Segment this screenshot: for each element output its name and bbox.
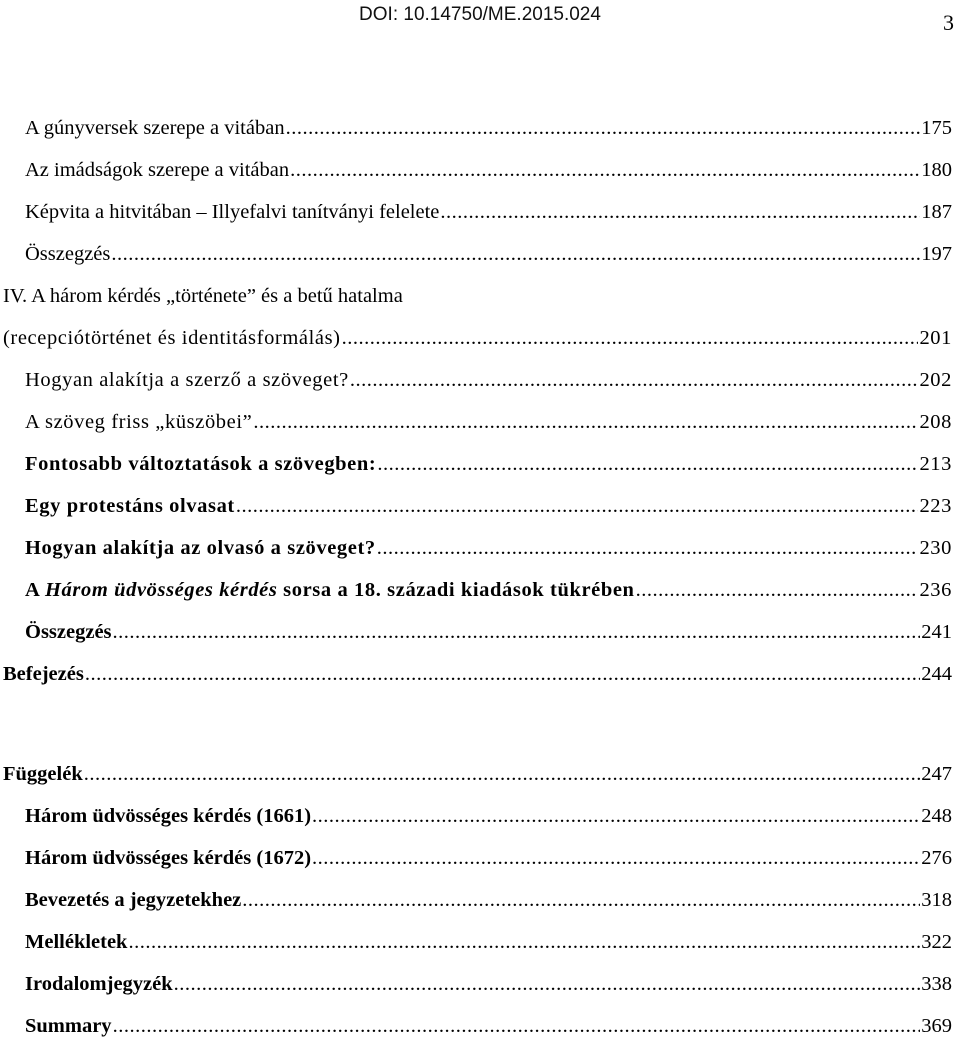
toc-entry-title: Summary xyxy=(25,1015,112,1037)
toc-entry-title: Befejezés xyxy=(3,663,84,685)
toc-entry[interactable] xyxy=(25,241,952,267)
toc-entry-page: 202 xyxy=(919,369,952,391)
toc-leader-dots xyxy=(286,115,921,141)
toc-leader-dots xyxy=(113,1013,921,1039)
toc-entry-title: Mellékletek xyxy=(25,931,128,953)
toc-entry[interactable] xyxy=(25,929,952,955)
toc-entry-title: Képvita a hitvitában – Illyefalvi tanítványi felelete xyxy=(25,201,440,223)
toc-entry[interactable] xyxy=(25,367,952,393)
toc-entry[interactable] xyxy=(25,493,952,519)
toc-leader-dots xyxy=(350,367,919,393)
toc-entry[interactable] xyxy=(25,803,952,829)
toc-entry-page: 318 xyxy=(921,889,952,911)
doi-header: DOI: 10.14750/ME.2015.024 xyxy=(359,4,601,25)
toc-leader-dots xyxy=(236,493,919,519)
toc-entry-title: Hogyan alakítja az olvasó a szöveget? xyxy=(25,537,376,559)
toc-leader-dots xyxy=(440,199,920,225)
toc-entry[interactable] xyxy=(3,661,952,687)
toc-entry-title: Függelék xyxy=(3,763,83,785)
toc-entry[interactable] xyxy=(3,325,952,351)
toc-entry[interactable] xyxy=(25,157,952,183)
toc-leader-dots xyxy=(342,325,919,351)
toc-leader-dots xyxy=(636,577,919,603)
toc-entry-title: Irodalomjegyzék xyxy=(25,973,173,995)
toc-entry-title: Összegzés xyxy=(25,243,111,265)
toc-entry-page: 230 xyxy=(919,537,952,559)
toc-entry-page: 223 xyxy=(919,495,952,517)
toc-leader-dots xyxy=(377,451,918,477)
toc-entry-page: 276 xyxy=(921,847,952,869)
toc-entry-title xyxy=(25,577,635,603)
toc-entry-page: 247 xyxy=(921,763,952,785)
toc-entry-title: Egy protestáns olvasat xyxy=(25,495,235,517)
toc-entry-title: Hogyan alakítja a szerző a szöveget? xyxy=(25,369,349,391)
toc-entry-page: 175 xyxy=(921,117,952,139)
toc-entry[interactable] xyxy=(25,409,952,435)
toc-leader-dots xyxy=(111,241,920,267)
toc-leader-dots xyxy=(253,409,918,435)
toc-entry-page: 180 xyxy=(921,159,952,181)
toc-entry-page: 241 xyxy=(921,621,952,643)
toc-entry[interactable] xyxy=(25,451,952,477)
toc-leader-dots xyxy=(242,887,920,913)
toc-leader-dots xyxy=(84,761,921,787)
toc-leader-dots xyxy=(85,661,920,687)
page-number: 3 xyxy=(943,10,954,35)
toc-entry-page: 236 xyxy=(919,579,952,601)
toc-entry[interactable] xyxy=(3,761,952,787)
toc-entry-title: Az imádságok szerepe a vitában xyxy=(25,159,290,181)
toc-entry-page: 248 xyxy=(921,805,952,827)
toc-entry-page: 197 xyxy=(921,243,952,265)
toc-leader-dots xyxy=(113,619,921,645)
toc-entry-title-italic: Három üdvösséges kérdés xyxy=(45,579,278,601)
toc-entry[interactable] xyxy=(25,577,952,603)
toc-entry-page: 369 xyxy=(921,1015,952,1037)
toc-chapter-heading[interactable] xyxy=(3,283,952,309)
toc-entry-title: A gúnyversek szerepe a vitában xyxy=(25,117,285,139)
toc-entry-page: 187 xyxy=(921,201,952,223)
toc-entry-page: 213 xyxy=(919,453,952,475)
toc-entry-page: 322 xyxy=(921,931,952,953)
toc-entry-title: Fontosabb változtatások a szövegben: xyxy=(25,453,377,475)
toc-entry-title-suffix: sorsa a 18. századi kiadások tükrében xyxy=(277,579,635,601)
toc-entry-title-prefix: A xyxy=(25,579,45,601)
toc-leader-dots xyxy=(174,971,921,997)
toc-entry-page: 208 xyxy=(919,411,952,433)
toc-leader-dots xyxy=(290,157,920,183)
toc-entry-title: IV. A három kérdés „története” és a betű hatalma xyxy=(3,285,403,307)
toc-entry[interactable] xyxy=(25,199,952,225)
toc-entry[interactable] xyxy=(25,887,952,913)
toc-leader-dots xyxy=(312,803,920,829)
toc-entry-title: A szöveg friss „küszöbei” xyxy=(25,411,253,433)
toc-entry-page: 201 xyxy=(919,327,952,349)
toc-entry[interactable] xyxy=(25,845,952,871)
toc-entry-title: Összegzés xyxy=(25,621,112,643)
toc-entry[interactable] xyxy=(25,1013,952,1039)
toc-entry[interactable] xyxy=(25,971,952,997)
toc-entry-title: Három üdvösséges kérdés (1661) xyxy=(25,805,312,827)
toc-leader-dots xyxy=(312,845,920,871)
toc-leader-dots xyxy=(377,535,919,561)
toc-entry[interactable] xyxy=(25,535,952,561)
toc-entry-title: Bevezetés a jegyzetekhez xyxy=(25,889,242,911)
toc-entry-title: (recepciótörténet és identitásformálás) xyxy=(3,327,341,349)
toc-entry[interactable] xyxy=(25,619,952,645)
toc-entry-page: 244 xyxy=(921,663,952,685)
toc-leader-dots xyxy=(128,929,920,955)
toc-entry[interactable] xyxy=(25,115,952,141)
toc-entry-title: Három üdvösséges kérdés (1672) xyxy=(25,847,312,869)
toc-entry-page: 338 xyxy=(921,973,952,995)
